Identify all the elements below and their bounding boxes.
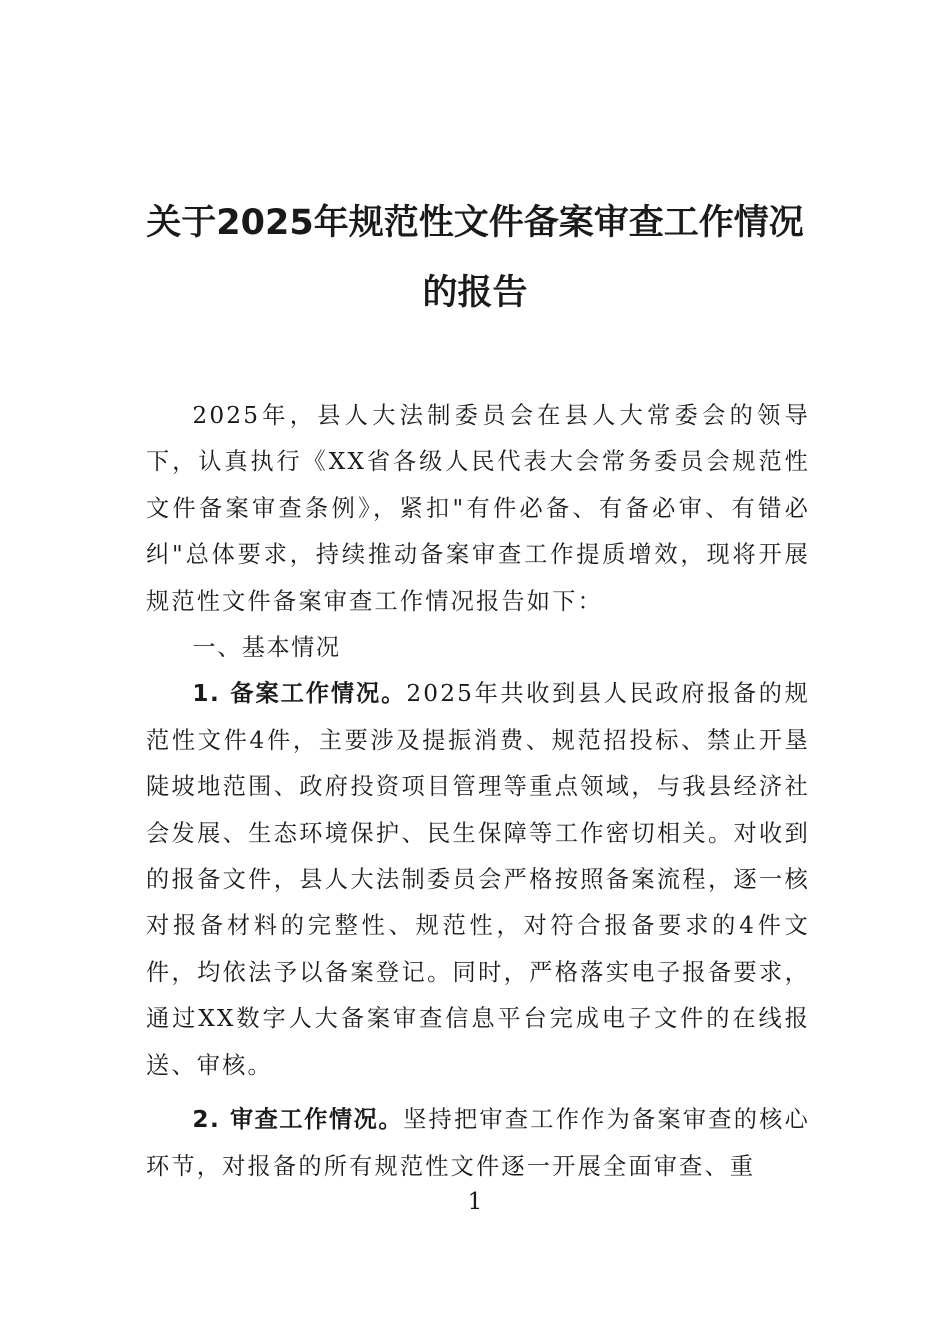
item-1-lead: 1. 备案工作情况。 [192, 680, 407, 708]
title-line-2: 的报告 [422, 273, 528, 313]
intro-paragraph: 2025年，县人大法制委员会在县人大常委会的领导下，认真执行《XX省各级人民代表大会常务委员会规范性文件备案审查条例》，紧扣"有件必备、有备必审、有错必纠"总体要求，持续推动备案审查工作提质增效，现将开展规范性文件备案审查工作情况报告如下： [146, 402, 810, 615]
page-number: 1 [467, 1189, 483, 1215]
item-2-text: 坚持把审查工作作为备案审查的核心环节，对报备的所有规范性文件逐一开展全面审查、重 [146, 1106, 810, 1180]
item-2-paragraph [146, 1097, 810, 1190]
item-1-paragraph [146, 671, 810, 1089]
item-1-text: 2025年共收到县人民政府报备的规范性文件4件，主要涉及提振消费、规范招投标、禁止开垦陡坡地范围、政府投资项目管理等重点领域，与我县经济社会发展、生态环境保护、民生保障等工作密切相关。对收到的报备文件，县人大法制委员会严格按照备案流程，逐一核对报备材料的完整性、规范性，对符合报备要求的4件文件，均依法予以备案登记。同时，严格落实电子报备要求，通过XX数字人大备案审查信息平台完成电子文件的在线报送、审核。 [146, 680, 810, 1079]
section-heading-basic: 一、基本情况 [192, 634, 341, 662]
item-2-lead: 2. 审查工作情况。 [192, 1106, 404, 1134]
document-body [146, 393, 810, 1190]
document-title [120, 188, 830, 328]
title-line-1: 关于2025年规范性文件备案审查工作情况 [146, 203, 804, 243]
